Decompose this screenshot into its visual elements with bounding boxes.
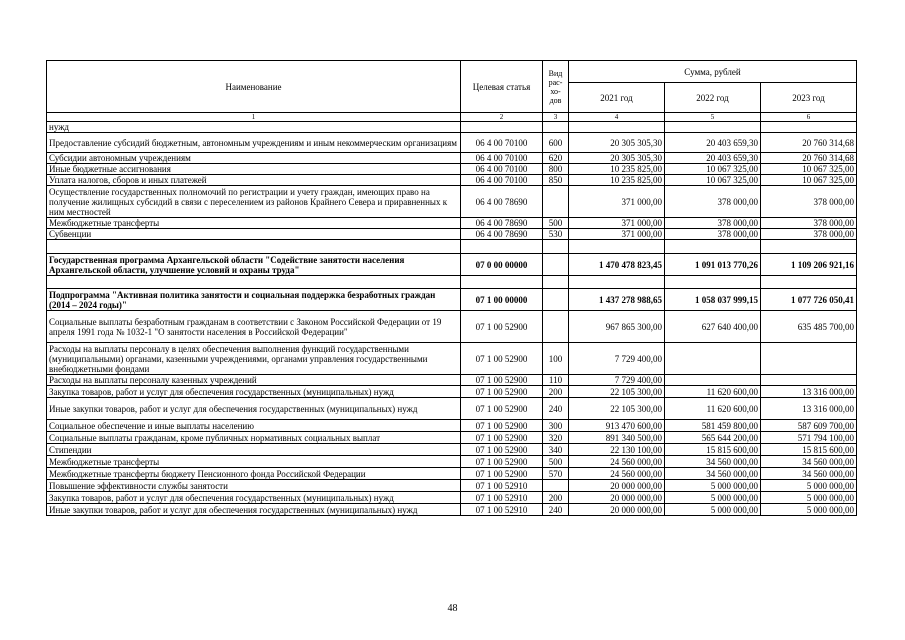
- table-row: [47, 468, 857, 480]
- row-sum-2023: 15 815 600,00: [761, 444, 857, 456]
- table-body: [47, 122, 857, 516]
- row-sum-2023: [761, 122, 857, 133]
- row-sum-2021: 10 235 825,00: [569, 175, 665, 186]
- row-target-code: 07 1 00 52900: [461, 311, 543, 343]
- row-sum-2023: 34 560 000,00: [761, 468, 857, 480]
- row-target-code: 06 4 00 78690: [461, 218, 543, 229]
- row-expense-type: 340: [543, 444, 569, 456]
- table-row: [47, 420, 857, 432]
- row-target-code: 07 1 00 52900: [461, 375, 543, 386]
- row-target-code: 07 1 00 52900: [461, 420, 543, 432]
- table-row: [47, 398, 857, 420]
- row-expense-type: [543, 254, 569, 276]
- row-name: Закупка товаров, работ и услуг для обеспечения государственных (муниципальных) нужд: [47, 386, 461, 398]
- row-sum-2021: 20 000 000,00: [569, 480, 665, 492]
- row-target-code: 07 1 00 00000: [461, 289, 543, 311]
- row-name: Социальное обеспечение и иные выплаты населению: [47, 420, 461, 432]
- table-row: [47, 240, 857, 254]
- row-sum-2022: 378 000,00: [665, 218, 761, 229]
- header-sum: Сумма, рублей: [569, 61, 857, 83]
- row-target-code: 07 1 00 52910: [461, 480, 543, 492]
- row-name: Иные закупки товаров, работ и услуг для обеспечения государственных (муниципальных) нужд: [47, 398, 461, 420]
- table-row: [47, 153, 857, 164]
- row-sum-2023: 5 000 000,00: [761, 504, 857, 516]
- row-expense-type: 110: [543, 375, 569, 386]
- row-expense-type: 300: [543, 420, 569, 432]
- row-name: Предоставление субсидий бюджетным, автономным учреждениям и иным некоммерческим организациям: [47, 133, 461, 153]
- row-expense-type: 320: [543, 432, 569, 444]
- row-sum-2023: 20 760 314,68: [761, 133, 857, 153]
- row-sum-2021: 20 305 305,30: [569, 133, 665, 153]
- row-sum-2021: 371 000,00: [569, 186, 665, 218]
- row-target-code: 06 4 00 70100: [461, 164, 543, 175]
- table-row: [47, 289, 857, 311]
- row-sum-2023: [761, 240, 857, 254]
- column-number: 3: [543, 113, 569, 122]
- row-sum-2023: 571 794 100,00: [761, 432, 857, 444]
- table-row: [47, 218, 857, 229]
- header-year-2023: 2023 год: [761, 83, 857, 113]
- row-name: Закупка товаров, работ и услуг для обеспечения государственных (муниципальных) нужд: [47, 492, 461, 504]
- row-name: Субсидии автономным учреждениям: [47, 153, 461, 164]
- row-name: Подпрограмма "Активная политика занятости и социальная поддержка безработных граждан (2014 – 2024 годы)": [47, 289, 461, 311]
- header-year-2021: 2021 год: [569, 83, 665, 113]
- header-name: Наименование: [47, 61, 461, 113]
- row-name: Государственная программа Архангельской области "Содействие занятости населения Архангельской области, улучшение условий и охраны труда": [47, 254, 461, 276]
- table-row: [47, 122, 857, 133]
- table-row: [47, 175, 857, 186]
- row-sum-2023: 20 760 314,68: [761, 153, 857, 164]
- table-row: [47, 375, 857, 386]
- row-name: Межбюджетные трансферты: [47, 456, 461, 468]
- row-name: Расходы на выплаты персоналу казенных учреждений: [47, 375, 461, 386]
- row-target-code: 07 1 00 52900: [461, 343, 543, 375]
- table-row: [47, 343, 857, 375]
- header-code: Целевая статья: [461, 61, 543, 113]
- header-year-2022: 2022 год: [665, 83, 761, 113]
- row-sum-2021: 24 560 000,00: [569, 468, 665, 480]
- row-expense-type: 600: [543, 133, 569, 153]
- row-sum-2022: [665, 122, 761, 133]
- row-name: [47, 276, 461, 289]
- row-name: Субвенции: [47, 229, 461, 240]
- row-sum-2021: 1 470 478 823,45: [569, 254, 665, 276]
- row-sum-2022: [665, 343, 761, 375]
- row-sum-2023: 10 067 325,00: [761, 175, 857, 186]
- row-expense-type: [543, 311, 569, 343]
- row-expense-type: 200: [543, 492, 569, 504]
- row-sum-2021: 1 437 278 988,65: [569, 289, 665, 311]
- row-expense-type: [543, 480, 569, 492]
- row-target-code: [461, 122, 543, 133]
- table-row: [47, 164, 857, 175]
- row-sum-2022: 5 000 000,00: [665, 492, 761, 504]
- row-target-code: [461, 240, 543, 254]
- page-number: 48: [447, 603, 458, 614]
- row-expense-type: 240: [543, 398, 569, 420]
- row-sum-2021: [569, 276, 665, 289]
- row-target-code: 07 1 00 52900: [461, 468, 543, 480]
- table-row: [47, 386, 857, 398]
- row-sum-2022: 10 067 325,00: [665, 175, 761, 186]
- row-sum-2023: 5 000 000,00: [761, 492, 857, 504]
- row-sum-2021: 371 000,00: [569, 229, 665, 240]
- row-sum-2021: 22 130 100,00: [569, 444, 665, 456]
- row-expense-type: 200: [543, 386, 569, 398]
- row-name: Межбюджетные трансферты: [47, 218, 461, 229]
- row-sum-2021: 22 105 300,00: [569, 386, 665, 398]
- row-sum-2023: 1 109 206 921,16: [761, 254, 857, 276]
- table-row: [47, 133, 857, 153]
- row-sum-2023: [761, 375, 857, 386]
- row-sum-2021: 20 000 000,00: [569, 492, 665, 504]
- row-sum-2023: 13 316 000,00: [761, 386, 857, 398]
- row-sum-2022: 5 000 000,00: [665, 504, 761, 516]
- header-vid: Вид рас-хо-дов: [543, 61, 569, 113]
- row-target-code: 07 1 00 52900: [461, 444, 543, 456]
- row-sum-2022: 15 815 600,00: [665, 444, 761, 456]
- row-sum-2022: 34 560 000,00: [665, 468, 761, 480]
- column-number: 2: [461, 113, 543, 122]
- row-sum-2022: 627 640 400,00: [665, 311, 761, 343]
- row-expense-type: 850: [543, 175, 569, 186]
- row-sum-2021: 891 340 500,00: [569, 432, 665, 444]
- table-row: [47, 456, 857, 468]
- row-sum-2022: [665, 240, 761, 254]
- row-name: [47, 240, 461, 254]
- row-sum-2023: [761, 343, 857, 375]
- column-number: 4: [569, 113, 665, 122]
- row-expense-type: 500: [543, 218, 569, 229]
- row-sum-2021: 24 560 000,00: [569, 456, 665, 468]
- row-sum-2023: 13 316 000,00: [761, 398, 857, 420]
- table-row: [47, 311, 857, 343]
- table-row: [47, 229, 857, 240]
- table-row: [47, 186, 857, 218]
- row-target-code: 07 1 00 52900: [461, 456, 543, 468]
- table-row: [47, 254, 857, 276]
- row-name: Уплата налогов, сборов и иных платежей: [47, 175, 461, 186]
- row-sum-2022: 581 459 800,00: [665, 420, 761, 432]
- row-sum-2022: [665, 276, 761, 289]
- row-sum-2023: 5 000 000,00: [761, 480, 857, 492]
- row-sum-2022: 565 644 200,00: [665, 432, 761, 444]
- row-sum-2023: 378 000,00: [761, 218, 857, 229]
- row-target-code: 06 4 00 70100: [461, 175, 543, 186]
- row-sum-2023: 587 609 700,00: [761, 420, 857, 432]
- row-expense-type: 620: [543, 153, 569, 164]
- row-sum-2022: 378 000,00: [665, 229, 761, 240]
- row-sum-2021: 20 305 305,30: [569, 153, 665, 164]
- row-expense-type: [543, 122, 569, 133]
- row-target-code: 06 4 00 78690: [461, 186, 543, 218]
- row-name: Межбюджетные трансферты бюджету Пенсионного фонда Российской Федерации: [47, 468, 461, 480]
- column-number: 1: [47, 113, 461, 122]
- row-name: Иные закупки товаров, работ и услуг для обеспечения государственных (муниципальных) нужд: [47, 504, 461, 516]
- row-target-code: 07 1 00 52900: [461, 386, 543, 398]
- row-sum-2022: 11 620 600,00: [665, 398, 761, 420]
- row-target-code: 07 0 00 00000: [461, 254, 543, 276]
- row-name: Повышение эффективности службы занятости: [47, 480, 461, 492]
- row-target-code: 07 1 00 52900: [461, 398, 543, 420]
- row-expense-type: 800: [543, 164, 569, 175]
- row-name: Социальные выплаты гражданам, кроме публичных нормативных социальных выплат: [47, 432, 461, 444]
- table-row: [47, 504, 857, 516]
- row-target-code: 06 4 00 70100: [461, 133, 543, 153]
- table-row: [47, 444, 857, 456]
- row-sum-2022: 5 000 000,00: [665, 480, 761, 492]
- row-name: Расходы на выплаты персоналу в целях обеспечения выполнения функций государственными (муниципальными) органами, казенными учреждениями, органами управления государственными внебюджетными фондами: [47, 343, 461, 375]
- row-name: нужд: [47, 122, 461, 133]
- row-sum-2023: 34 560 000,00: [761, 456, 857, 468]
- row-sum-2023: 378 000,00: [761, 229, 857, 240]
- row-sum-2021: 7 729 400,00: [569, 375, 665, 386]
- row-expense-type: [543, 186, 569, 218]
- row-sum-2022: 11 620 600,00: [665, 386, 761, 398]
- row-sum-2021: [569, 122, 665, 133]
- row-expense-type: 530: [543, 229, 569, 240]
- row-target-code: 07 1 00 52910: [461, 504, 543, 516]
- row-name: Осуществление государственных полномочий по регистрации и учету граждан, имеющих право на получение жилищных субсидий в связи с переселением из районов Крайнего Севера и приравненных к ним местностей: [47, 186, 461, 218]
- row-expense-type: 570: [543, 468, 569, 480]
- row-name: Социальные выплаты безработным гражданам в соответствии с Законом Российской Федерации от 19 апреля 1991 года № 1032-1 "О занятости населения в Российской Федерации": [47, 311, 461, 343]
- row-target-code: 07 1 00 52900: [461, 432, 543, 444]
- row-name: Иные бюджетные ассигнования: [47, 164, 461, 175]
- row-sum-2022: [665, 375, 761, 386]
- row-sum-2021: [569, 240, 665, 254]
- budget-table: [46, 60, 857, 516]
- row-expense-type: [543, 289, 569, 311]
- row-expense-type: 100: [543, 343, 569, 375]
- table-row: [47, 492, 857, 504]
- table-row: [47, 432, 857, 444]
- row-sum-2021: 10 235 825,00: [569, 164, 665, 175]
- row-expense-type: [543, 276, 569, 289]
- row-sum-2021: 967 865 300,00: [569, 311, 665, 343]
- row-sum-2023: 10 067 325,00: [761, 164, 857, 175]
- row-sum-2022: 1 058 037 999,15: [665, 289, 761, 311]
- row-sum-2022: 20 403 659,30: [665, 153, 761, 164]
- row-sum-2023: 635 485 700,00: [761, 311, 857, 343]
- column-number: 6: [761, 113, 857, 122]
- row-sum-2021: 913 470 600,00: [569, 420, 665, 432]
- row-target-code: [461, 276, 543, 289]
- row-sum-2023: [761, 276, 857, 289]
- row-sum-2023: 1 077 726 050,41: [761, 289, 857, 311]
- row-expense-type: 240: [543, 504, 569, 516]
- row-name: Стипендии: [47, 444, 461, 456]
- column-number: 5: [665, 113, 761, 122]
- row-sum-2021: 371 000,00: [569, 218, 665, 229]
- row-target-code: 06 4 00 78690: [461, 229, 543, 240]
- row-expense-type: [543, 240, 569, 254]
- row-sum-2022: 378 000,00: [665, 186, 761, 218]
- row-sum-2021: 7 729 400,00: [569, 343, 665, 375]
- row-target-code: 06 4 00 70100: [461, 153, 543, 164]
- row-sum-2023: 378 000,00: [761, 186, 857, 218]
- row-sum-2021: 22 105 300,00: [569, 398, 665, 420]
- row-expense-type: 500: [543, 456, 569, 468]
- row-sum-2021: 20 000 000,00: [569, 504, 665, 516]
- row-sum-2022: 20 403 659,30: [665, 133, 761, 153]
- table-row: [47, 480, 857, 492]
- row-sum-2022: 10 067 325,00: [665, 164, 761, 175]
- row-sum-2022: 34 560 000,00: [665, 456, 761, 468]
- table-row: [47, 276, 857, 289]
- row-sum-2022: 1 091 013 770,26: [665, 254, 761, 276]
- row-target-code: 07 1 00 52910: [461, 492, 543, 504]
